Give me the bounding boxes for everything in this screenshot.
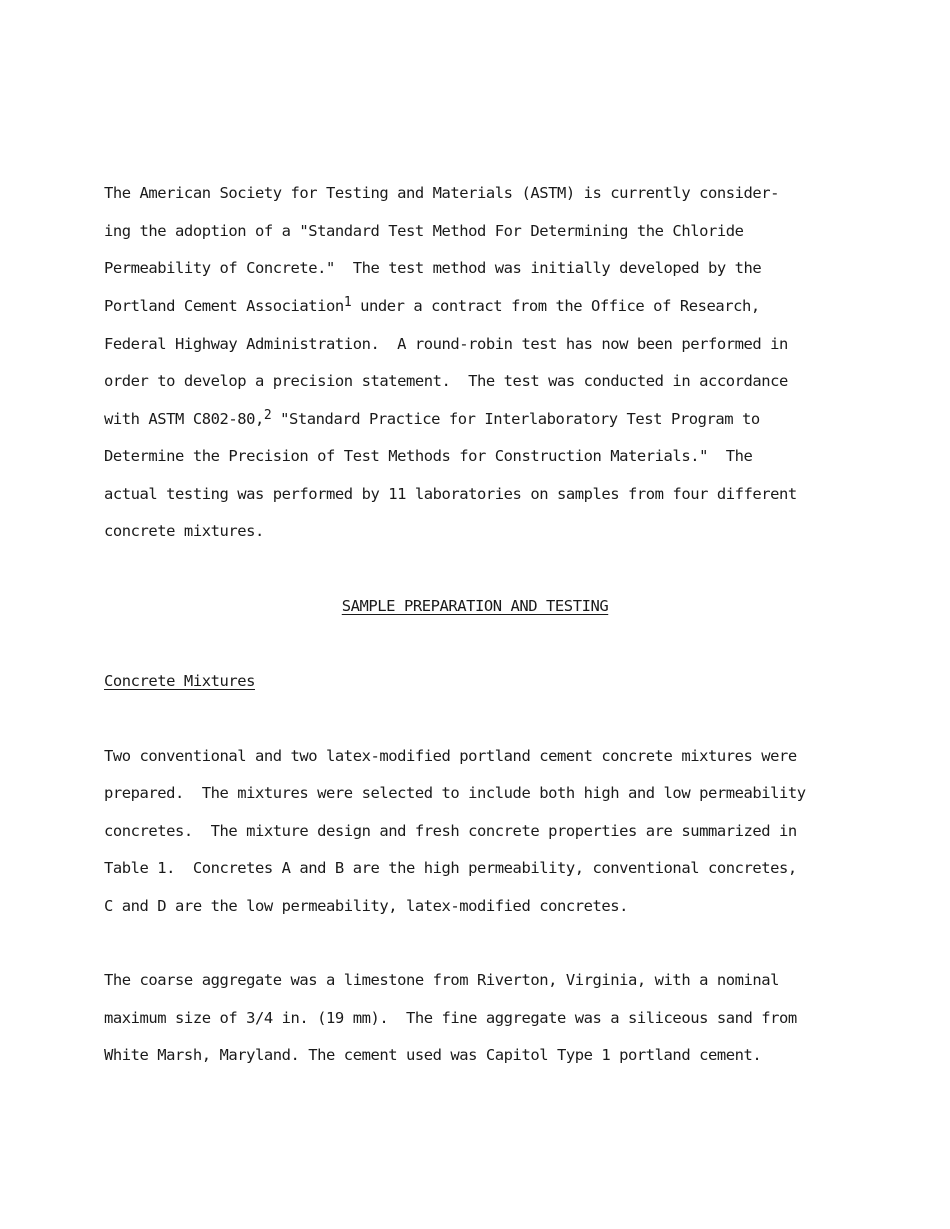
text-line: prepared. The mixtures were selected to include both high and low permeability: [104, 784, 806, 802]
text-segment: with ASTM C802-80,: [104, 410, 264, 428]
text-segment: Portland Cement Association: [104, 297, 344, 315]
text-line: Federal Highway Administration. A round-robin test has now been performed in: [104, 335, 788, 353]
text-line: White Marsh, Maryland. The cement used was Capitol Type 1 portland cement.: [104, 1046, 762, 1064]
text-line: The American Society for Testing and Materials (ASTM) is currently consider-: [104, 184, 780, 202]
text-line: [104, 296, 760, 316]
text-line: Two conventional and two latex-modified portland cement concrete mixtures were: [104, 747, 797, 765]
text-line: The coarse aggregate was a limestone from Riverton, Virginia, with a nominal: [104, 971, 780, 989]
text-line: [104, 409, 760, 429]
text-line: Permeability of Concrete." The test method was initially developed by the: [104, 259, 762, 277]
section-heading: SAMPLE PREPARATION AND TESTING: [341, 597, 609, 615]
text-line: Table 1. Concretes A and B are the high permeability, conventional concretes,: [104, 859, 797, 877]
text-line: concretes. The mixture design and fresh concrete properties are summarized in: [104, 822, 797, 840]
text-line: C and D are the low permeability, latex-modified concretes.: [104, 897, 629, 915]
text-line: order to develop a precision statement. The test was conducted in accordance: [104, 372, 788, 390]
subheading: Concrete Mixtures: [104, 672, 255, 690]
text-line: actual testing was performed by 11 laboratories on samples from four different: [104, 485, 797, 503]
footnote-ref: 2: [263, 408, 272, 423]
text-segment: "Standard Practice for Interlaboratory Test Program to: [271, 410, 760, 428]
text-line: concrete mixtures.: [104, 522, 264, 540]
text-line: maximum size of 3/4 in. (19 mm). The fine aggregate was a siliceous sand from: [104, 1009, 797, 1027]
text-line: ing the adoption of a "Standard Test Method For Determining the Chloride: [104, 222, 744, 240]
text-line: Determine the Precision of Test Methods for Construction Materials." The: [104, 447, 753, 465]
text-segment: under a contract from the Office of Research,: [351, 297, 760, 315]
footnote-ref: 1: [343, 295, 352, 310]
